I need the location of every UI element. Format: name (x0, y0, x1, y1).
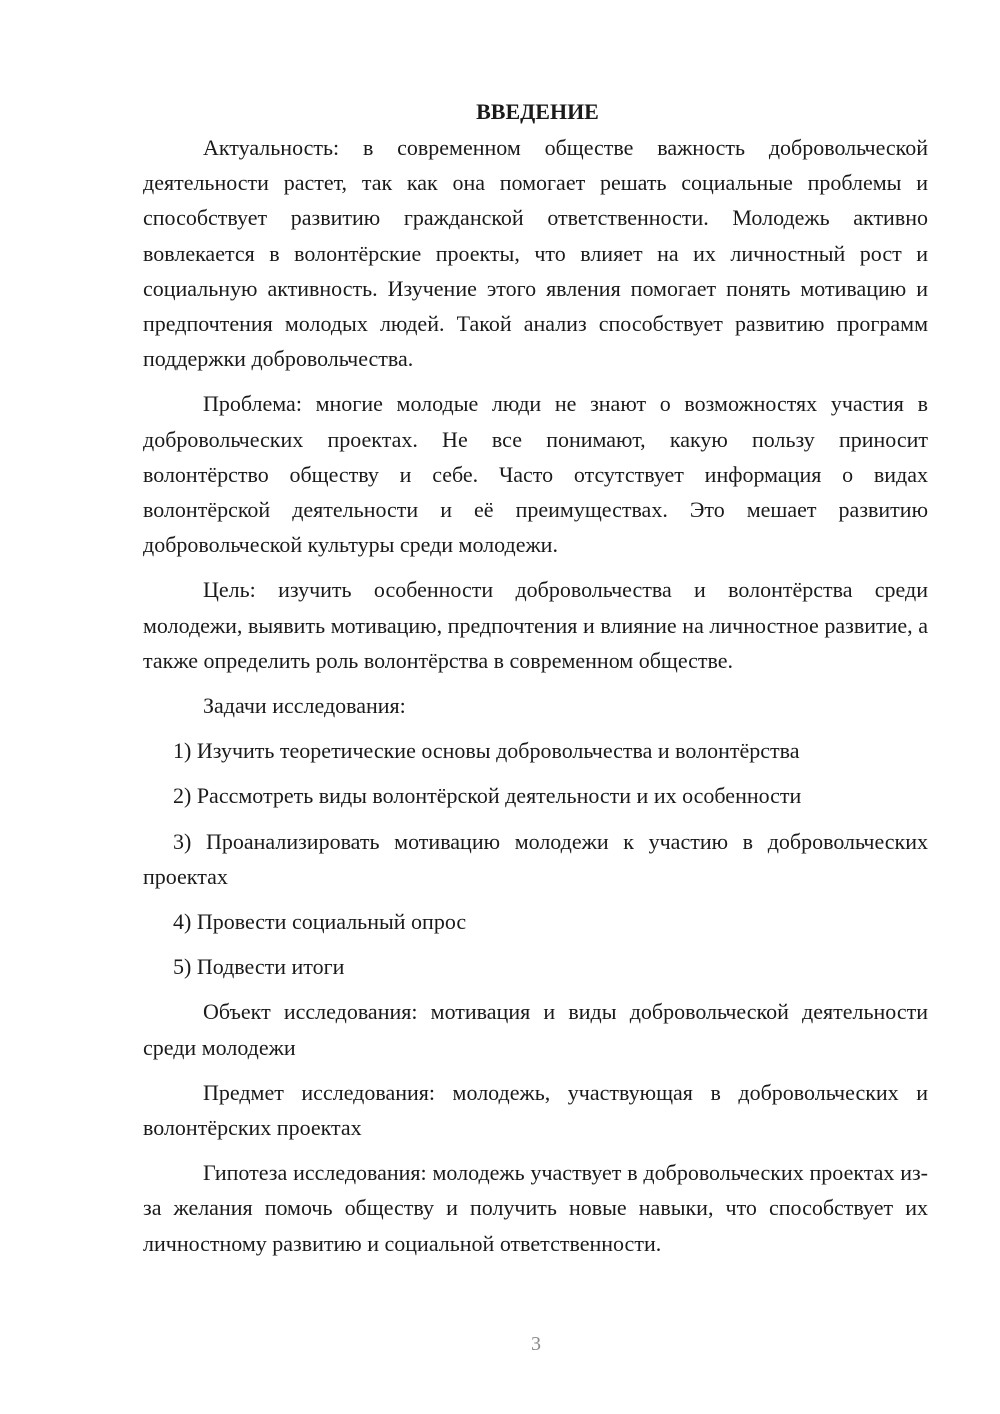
hypothesis-paragraph: Гипотеза исследования: молодежь участвует в добровольческих проектах из-за желания помочь обществу и получить новые навыки, что способствует их личностному развитию и социальной ответственности. (143, 1160, 928, 1256)
task-item-5: 5) Подвести итоги (173, 954, 345, 980)
task-item-3: 3) Проанализировать мотивацию молодежи к участию в добровольческих проектах (143, 828, 928, 889)
page-number: 3 (531, 1333, 541, 1355)
document-page (143, 94, 928, 1271)
task-item-4: 4) Провести социальный опрос (173, 909, 467, 935)
section-heading: ВВЕДЕНИЕ (476, 99, 599, 124)
task-item-2: 2) Рассмотреть виды волонтёрской деятельности и их особенности (173, 783, 802, 809)
tasks-title: Задачи исследования: (203, 693, 406, 719)
task-item-1: 1) Изучить теоретические основы добровольчества и волонтёрства (173, 738, 800, 764)
object-paragraph: Объект исследования: мотивация и виды добровольческой деятельности среди молодежи (143, 999, 928, 1060)
subject-paragraph: Предмет исследования: молодежь, участвующая в добровольческих и волонтёрских проектах (143, 1079, 928, 1141)
relevance-paragraph: Актуальность: в современном обществе важность добровольческой деятельности растет, так как она помогает решать социальные проблемы и способствует развитию гражданской ответственности. Молодежь активно вовлекается в волонтёрские проекты, что влияет на их личностный рост и социальную активность. Изучение этого явления помогает понять мотивацию и предпочтения молодых людей. Такой анализ способствует развитию программ поддержки добровольчества. (143, 135, 928, 372)
problem-paragraph: Проблема: многие молодые люди не знают о возможностях участия в добровольческих проектах. Не все понимают, какую пользу приносит волонтёрство обществу и себе. Часто отсутствует информация о видах волонтёрской деятельности и её преимуществах. Это мешает развитию добровольческой культуры среди молодежи. (143, 391, 928, 558)
goal-paragraph: Цель: изучить особенности добровольчества и волонтёрства среди молодежи, выявить мотивацию, предпочтения и влияние на личностное развитие, а также определить роль волонтёрства в современном обществе. (143, 577, 928, 673)
